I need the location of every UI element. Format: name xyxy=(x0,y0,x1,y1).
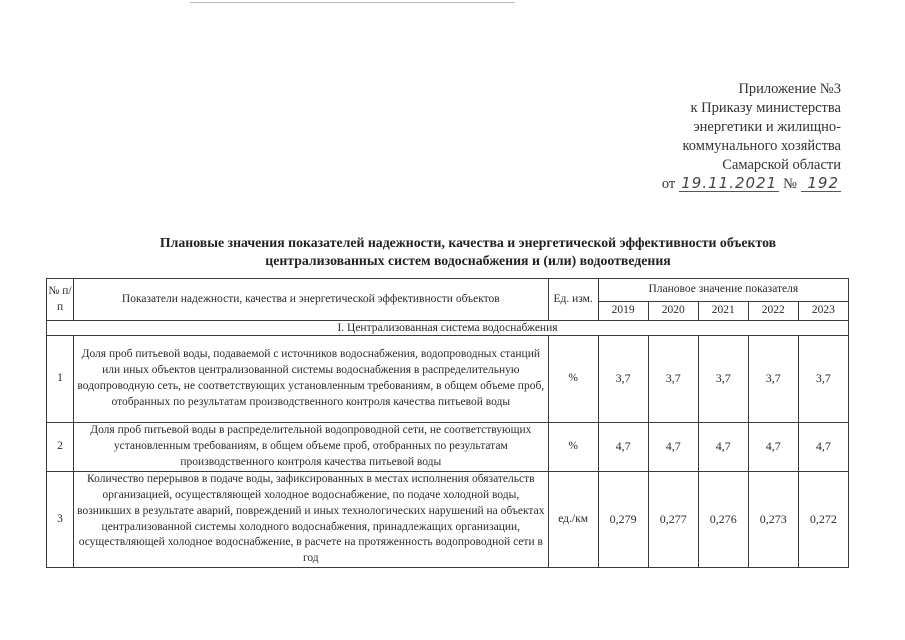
header-year-2021: 2021 xyxy=(698,302,748,321)
row-indicator: Доля проб питьевой воды в распределительной водопроводной сети, не соответствующих установленным требованиям, в общем объеме проб, отобранных по результатам производственного контроля качества питьевой воды xyxy=(74,423,549,472)
from-label: от xyxy=(661,176,676,192)
annex-line-1: Приложение №3 xyxy=(738,81,841,97)
header-year-2023: 2023 xyxy=(798,302,848,321)
header-unit: Ед. изм. xyxy=(548,279,598,321)
header-indicator: Показатели надежности, качества и энергетической эффективности объектов xyxy=(74,279,549,321)
row-value-2021: 4,7 xyxy=(698,423,748,472)
header-year-2019: 2019 xyxy=(598,302,648,321)
row-unit: % xyxy=(548,336,598,423)
scan-edge-line xyxy=(190,2,515,3)
table-row xyxy=(47,472,849,568)
row-indicator: Количество перерывов в подаче воды, зафиксированных в местах исполнения обязательств организацией, осуществляющей холодное водоснабжение, по подаче холодной воды, возникших в результате аварий, повреждений и иных технологических нарушений на объектах централизованной системы холодного водоснабжения, принадлежащих организации, осуществляющей холодное водоснабжение, в расчете на протяженность водопроводной сети в год xyxy=(74,472,549,568)
annex-block xyxy=(601,80,841,194)
handwritten-number: 192 xyxy=(801,176,841,192)
row-value-2020: 3,7 xyxy=(648,336,698,423)
row-value-2022: 0,273 xyxy=(748,472,798,568)
row-value-2023: 0,272 xyxy=(798,472,848,568)
row-value-2019: 4,7 xyxy=(598,423,648,472)
number-label: № xyxy=(783,176,797,192)
title-line-2: централизованных систем водоснабжения и (или) водоотведения xyxy=(265,253,671,268)
row-value-2019: 3,7 xyxy=(598,336,648,423)
row-value-2020: 4,7 xyxy=(648,423,698,472)
indicators-table xyxy=(46,278,849,568)
row-value-2021: 3,7 xyxy=(698,336,748,423)
header-year-2020: 2020 xyxy=(648,302,698,321)
handwritten-date: 19.11.2021 xyxy=(681,174,778,192)
document-title xyxy=(68,234,868,270)
annex-line-4: коммунального хозяйства xyxy=(682,138,841,154)
row-value-2020: 0,277 xyxy=(648,472,698,568)
title-line-1: Плановые значения показателей надежности, качества и энергетической эффективности объектов xyxy=(159,235,777,250)
annex-line-5: Самарской области xyxy=(722,157,841,173)
annex-line-3: энергетики и жилищно- xyxy=(693,119,841,135)
annex-date-line xyxy=(601,175,841,194)
row-unit: % xyxy=(548,423,598,472)
row-value-2019: 0,279 xyxy=(598,472,648,568)
header-year-2022: 2022 xyxy=(748,302,798,321)
table-row xyxy=(47,336,849,423)
row-indicator: Доля проб питьевой воды, подаваемой с источников водоснабжения, водопроводных станций или иных объектов централизованной системы водоснабжения в распределительную водопроводную сеть, не соответствующих установленным требованиям, в общем объеме проб, отобранных по результатам производственного контроля качества питьевой воды xyxy=(74,336,549,423)
row-num: 2 xyxy=(47,423,74,472)
row-value-2022: 3,7 xyxy=(748,336,798,423)
row-unit: ед./км xyxy=(548,472,598,568)
row-value-2023: 4,7 xyxy=(798,423,848,472)
row-num: 3 xyxy=(47,472,74,568)
section-title: I. Централизованная система водоснабжения xyxy=(47,321,849,336)
header-num: № п/п xyxy=(47,279,74,321)
row-value-2022: 4,7 xyxy=(748,423,798,472)
table-row xyxy=(47,423,849,472)
row-value-2023: 3,7 xyxy=(798,336,848,423)
row-value-2021: 0,276 xyxy=(698,472,748,568)
annex-line-2: к Приказу министерства xyxy=(690,100,841,116)
row-num: 1 xyxy=(47,336,74,423)
header-planned-value: Плановое значение показателя xyxy=(598,279,848,302)
